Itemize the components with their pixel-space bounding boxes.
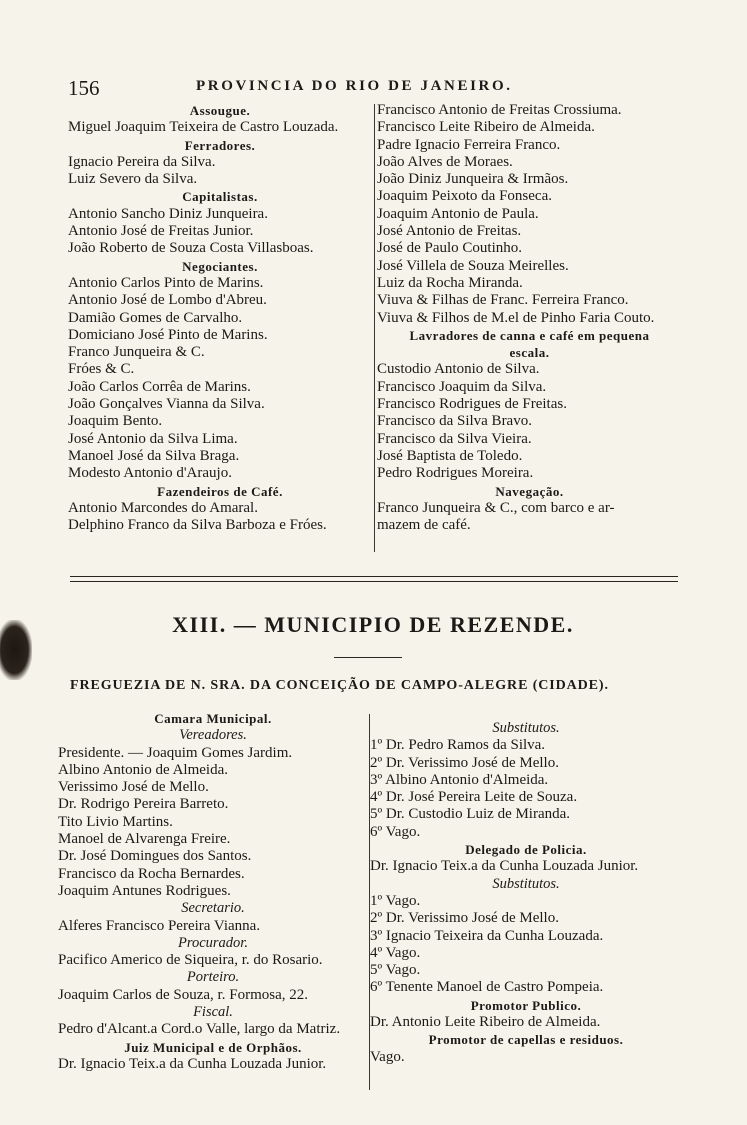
section-heading: Lavradores de canna e café em pequena <box>409 327 650 343</box>
list-item: 4º Vago. <box>370 944 421 961</box>
list-item: Francisco Antonio de Freitas Crossiuma. <box>377 102 622 118</box>
list-item: Luiz da Rocha Miranda. <box>377 274 523 291</box>
subheading: Secretario. <box>181 900 245 917</box>
list-item: Alferes Francisco Pereira Vianna. <box>58 917 261 934</box>
list-item: Delphino Franco da Silva Barboza e Fróes. <box>68 517 327 534</box>
list-item: Joaquim Antunes Rodrigues. <box>58 882 231 899</box>
subheading: Substitutos. <box>492 875 560 892</box>
ink-blot-mark <box>0 620 32 680</box>
list-item: 2º Dr. Verissimo José de Mello. <box>370 754 559 771</box>
list-item: Francisco da Rocha Bernardes. <box>58 865 245 882</box>
list-item: Domiciano José Pinto de Marins. <box>68 326 268 343</box>
list-item: 1º Vago. <box>370 892 421 909</box>
top-left-column <box>68 102 372 534</box>
list-item: Viuva & Filhos de M.el de Pinho Faria Couto. <box>377 309 655 326</box>
list-item: José de Paulo Coutinho. <box>377 240 522 257</box>
list-item: José Villela de Souza Meirelles. <box>377 257 569 274</box>
list-item: João Diniz Junqueira & Irmãos. <box>377 171 569 188</box>
section-heading: Negociantes. <box>182 258 258 274</box>
list-item: Miguel Joaquim Teixeira de Castro Louzada. <box>68 119 339 136</box>
list-item: Antonio Carlos Pinto de Marins. <box>68 274 264 291</box>
list-item: 1º Dr. Pedro Ramos da Silva. <box>370 737 546 754</box>
top-right-column <box>377 102 682 534</box>
freguezia-heading: FREGUEZIA DE N. SRA. DA CONCEIÇÃO DE CAMPO-ALEGRE (CIDADE). <box>70 678 609 693</box>
list-item: Pedro d'Alcant.a Cord.o Valle, largo da Matriz. <box>58 1021 341 1038</box>
list-item: Padre Ignacio Ferreira Franco. <box>377 136 561 153</box>
list-item: 5º Dr. Custodio Luiz de Miranda. <box>370 806 571 823</box>
section-heading: Fazendeiros de Café. <box>157 483 283 499</box>
list-item: Francisco Leite Ribeiro de Almeida. <box>377 119 595 136</box>
list-item: Francisco Joaquim da Silva. <box>377 378 547 395</box>
subheading: Fiscal. <box>193 1004 233 1021</box>
list-item: Joaquim Bento. <box>68 413 163 430</box>
bottom-right-column <box>370 720 682 1066</box>
list-item: 2º Dr. Verissimo José de Mello. <box>370 910 559 927</box>
section-rule-bottom <box>70 581 678 582</box>
list-item: Presidente. — Joaquim Gomes Jardim. <box>58 744 293 761</box>
list-item: João Roberto de Souza Costa Villasboas. <box>68 240 314 257</box>
subheading: Substitutos. <box>492 720 560 736</box>
list-item: Pedro Rodrigues Moreira. <box>377 465 534 482</box>
list-item: 3º Albino Antonio d'Almeida. <box>370 771 549 788</box>
subheading: Vereadores. <box>179 727 247 744</box>
list-item: Vago. <box>370 1048 405 1065</box>
list-item: Custodio Antonio de Silva. <box>377 361 540 378</box>
top-column-divider <box>374 104 375 552</box>
running-title: PROVINCIA DO RIO DE JANEIRO. <box>196 78 513 94</box>
list-item: João Carlos Corrêa de Marins. <box>68 378 251 395</box>
list-item: Fróes & C. <box>68 361 135 378</box>
list-item: mazem de café. <box>377 517 471 534</box>
section-heading: Promotor de capellas e residuos. <box>428 1032 624 1048</box>
list-item: Francisco da Silva Vieira. <box>377 430 532 447</box>
section-heading: Capitalistas. <box>182 189 258 205</box>
list-item: Joaquim Antonio de Paula. <box>377 205 539 222</box>
list-item: Franco Junqueira & C., com barco e ar- <box>377 499 615 516</box>
list-item: Antonio Sancho Diniz Junqueira. <box>68 205 268 222</box>
list-item: Modesto Antonio d'Araujo. <box>68 465 232 482</box>
list-item: 3º Ignacio Teixeira da Cunha Louzada. <box>370 927 604 944</box>
section-heading: Delegado de Policia. <box>465 842 587 858</box>
section-heading: Navegação. <box>495 483 564 499</box>
section-rule-top <box>70 576 678 577</box>
list-item: Joaquim Carlos de Souza, r. Formosa, 22. <box>58 986 308 1003</box>
list-item: João Alves de Moraes. <box>377 153 513 170</box>
list-item: Manoel de Alvarenga Freire. <box>58 831 231 848</box>
list-item: João Gonçalves Vianna da Silva. <box>68 396 265 413</box>
list-item: 5º Vago. <box>370 962 421 979</box>
subheading: Porteiro. <box>186 969 240 986</box>
list-item: Antonio José de Freitas Junior. <box>68 223 254 240</box>
section-title: XIII. — MUNICIPIO DE REZENDE. <box>172 612 574 637</box>
list-item: Dr. Ignacio Teix.a da Cunha Louzada Junior. <box>370 858 639 875</box>
list-item: Ignacio Pereira da Silva. <box>68 153 216 170</box>
section-heading: Ferradores. <box>184 137 256 153</box>
list-item: José Baptista de Toledo. <box>377 447 523 464</box>
bottom-left-column <box>58 710 368 1073</box>
list-item: Dr. José Domingues dos Santos. <box>58 848 252 865</box>
subheading: Procurador. <box>178 934 248 951</box>
list-item: Antonio José de Lombo d'Abreu. <box>68 292 267 309</box>
list-item: Francisco Rodrigues de Freitas. <box>377 396 567 413</box>
list-item: Viuva & Filhas de Franc. Ferreira Franco. <box>377 292 629 309</box>
list-item: Damião Gomes de Carvalho. <box>68 309 243 326</box>
list-item: Dr. Antonio Leite Ribeiro de Almeida. <box>370 1014 601 1031</box>
list-item: Antonio Marcondes do Amaral. <box>68 499 258 516</box>
list-item: 6º Vago. <box>370 823 421 840</box>
list-item: José Antonio da Silva Lima. <box>68 430 238 447</box>
section-heading: Camara Municipal. <box>154 711 272 726</box>
list-item: Tito Livio Martins. <box>58 813 173 830</box>
section-title-underline <box>334 657 402 658</box>
list-item: Pacifico Americo de Siqueira, r. do Rosario. <box>58 952 323 969</box>
section-heading: Juiz Municipal e de Orphãos. <box>124 1039 302 1055</box>
list-item: Albino Antonio de Almeida. <box>58 761 228 778</box>
page-number: 156 <box>68 76 100 100</box>
section-heading: escala. <box>509 345 550 361</box>
list-item: Dr. Rodrigo Pereira Barreto. <box>58 796 229 813</box>
page-header <box>68 76 678 102</box>
list-item: José Antonio de Freitas. <box>377 223 522 240</box>
list-item: Francisco da Silva Bravo. <box>377 413 532 430</box>
section-heading: Assougue. <box>189 103 251 118</box>
list-item: Verissimo José de Mello. <box>58 779 209 796</box>
section-heading: Promotor Publico. <box>470 997 582 1013</box>
list-item: 4º Dr. José Pereira Leite de Souza. <box>370 789 578 806</box>
list-item: Joaquim Peixoto da Fonseca. <box>377 188 552 205</box>
list-item: Dr. Ignacio Teix.a da Cunha Louzada Junior. <box>58 1055 327 1072</box>
list-item: Luiz Severo da Silva. <box>68 171 198 188</box>
list-item: 6º Tenente Manoel de Castro Pompeia. <box>370 979 604 996</box>
list-item: Manoel José da Silva Braga. <box>68 447 240 464</box>
list-item: Franco Junqueira & C. <box>68 344 205 361</box>
